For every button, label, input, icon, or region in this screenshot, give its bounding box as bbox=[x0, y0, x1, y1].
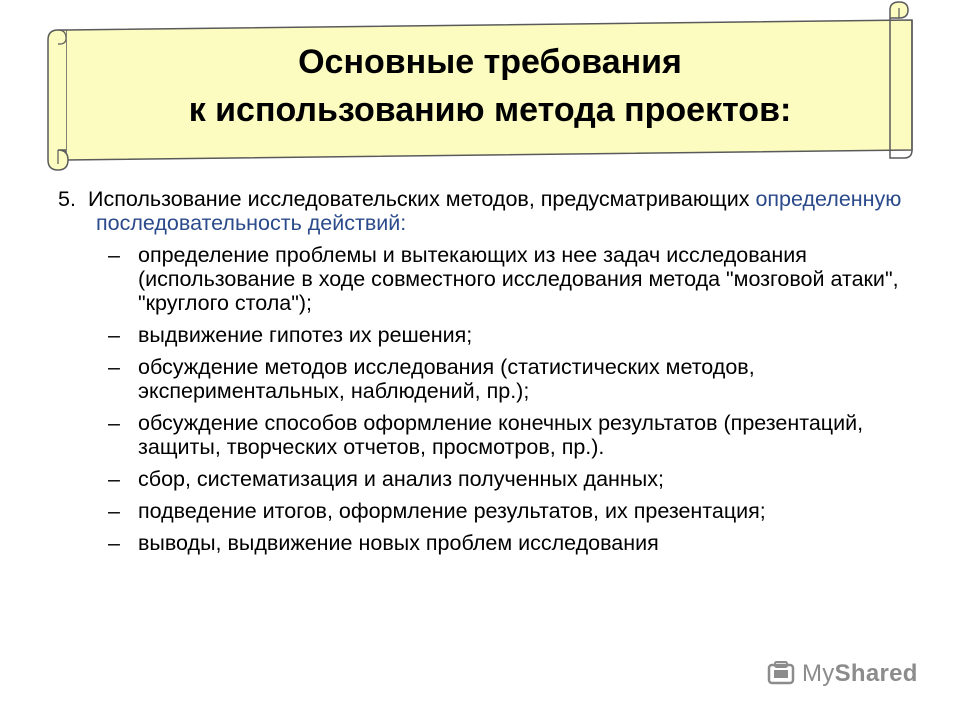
list-item-text: обсуждение методов исследования (статистических методов, экспериментальных, наблюдений, пр.); bbox=[138, 355, 755, 403]
dash-bullet: – bbox=[108, 323, 120, 347]
dash-bullet: – bbox=[108, 243, 120, 267]
list-item-text: выводы, выдвижение новых проблем исследования bbox=[138, 531, 659, 555]
lead-number: 5. bbox=[58, 187, 76, 211]
list-item-text: подведение итогов, оформление результатов, их презентация; bbox=[138, 499, 766, 523]
dash-bullet: – bbox=[108, 499, 120, 523]
lead-paragraph bbox=[58, 187, 918, 235]
list-item-text: обсуждение способов оформление конечных результатов (презентаций, защиты, творческих отчетов, просмотров, пр.). bbox=[138, 411, 864, 459]
watermark-prefix: My bbox=[802, 660, 835, 687]
requirements-list bbox=[58, 243, 918, 555]
lead-text: Использование исследовательских методов, предусматривающих bbox=[88, 187, 750, 211]
list-item-text: определение проблемы и вытекающих из нее задач исследования (использование в ходе совместного исследования метода "мозговой атаки", "круглого стола"); bbox=[138, 243, 899, 315]
watermark-text bbox=[802, 660, 918, 688]
lead-text-highlight: определенную последовательность действий: bbox=[96, 187, 902, 235]
list-item bbox=[108, 243, 918, 315]
list-item bbox=[108, 411, 918, 459]
title-line-2: к использованию метода проектов: bbox=[188, 91, 792, 129]
list-item-text: сбор, систематизация и анализ полученных данных; bbox=[138, 467, 664, 491]
myshared-logo-icon bbox=[766, 659, 796, 689]
dash-bullet: – bbox=[108, 467, 120, 491]
list-item bbox=[108, 355, 918, 403]
dash-bullet: – bbox=[108, 411, 120, 435]
myshared-watermark bbox=[766, 656, 936, 692]
list-item bbox=[108, 467, 918, 491]
list-item bbox=[108, 323, 918, 347]
list-item-text: выдвижение гипотез их решения; bbox=[138, 323, 473, 347]
dash-bullet: – bbox=[108, 531, 120, 555]
slide-title bbox=[70, 38, 910, 134]
dash-bullet: – bbox=[108, 355, 120, 379]
slide-body bbox=[58, 187, 918, 563]
watermark-suffix: Shared bbox=[834, 660, 918, 687]
list-item bbox=[108, 531, 918, 555]
list-item bbox=[108, 499, 918, 523]
title-line-1: Основные требования bbox=[298, 43, 682, 81]
